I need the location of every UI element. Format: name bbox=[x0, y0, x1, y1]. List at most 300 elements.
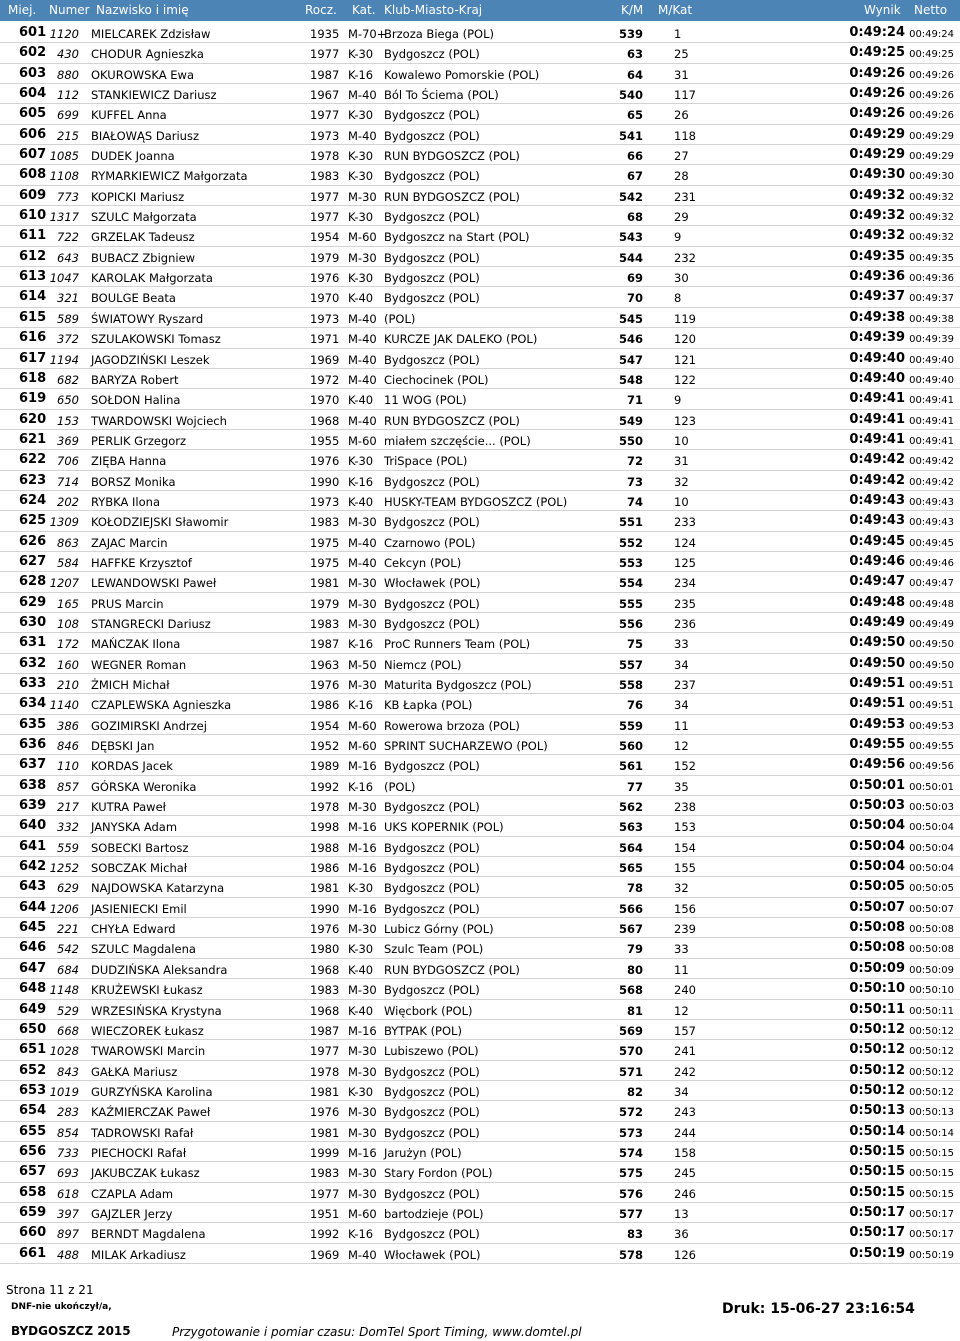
birth-year: 1980 bbox=[310, 942, 340, 957]
result-time: 0:50:03 bbox=[849, 798, 905, 814]
bib-number: 112 bbox=[57, 88, 79, 103]
club: Bydgoszcz (POL) bbox=[384, 474, 480, 489]
gender-rank: 573 bbox=[618, 1125, 643, 1140]
category-rank: 233 bbox=[674, 515, 696, 530]
net-time: 00:50:04 bbox=[909, 863, 954, 875]
place: 627 bbox=[19, 553, 47, 569]
birth-year: 1970 bbox=[310, 291, 340, 306]
net-time: 00:49:29 bbox=[909, 130, 954, 142]
category-rank: 243 bbox=[674, 1105, 696, 1120]
category-rank: 32 bbox=[674, 474, 689, 489]
net-time: 00:49:38 bbox=[909, 313, 954, 325]
category-rank: 232 bbox=[674, 250, 696, 265]
bib-number: 857 bbox=[57, 779, 79, 794]
table-row bbox=[0, 471, 960, 491]
result-time: 0:49:38 bbox=[849, 309, 905, 325]
result-time: 0:50:19 bbox=[849, 1245, 905, 1261]
category-rank: 33 bbox=[674, 942, 689, 957]
gender-rank: 539 bbox=[618, 27, 643, 41]
category: M-30 bbox=[348, 250, 377, 265]
bib-number: 854 bbox=[57, 1125, 79, 1140]
category-rank: 124 bbox=[674, 535, 696, 550]
birth-year: 1963 bbox=[310, 657, 340, 672]
bib-number: 1019 bbox=[49, 1084, 79, 1099]
result-time: 0:49:41 bbox=[849, 411, 905, 427]
table-row bbox=[0, 1244, 960, 1264]
birth-year: 1999 bbox=[310, 1145, 340, 1160]
category-rank: 12 bbox=[674, 1003, 689, 1018]
club: UKS KOPERNIK (POL) bbox=[384, 820, 504, 835]
gender-rank: 553 bbox=[618, 555, 643, 570]
category: M-40 bbox=[348, 372, 377, 387]
category-rank: 32 bbox=[674, 881, 689, 896]
net-time: 00:49:50 bbox=[909, 639, 954, 651]
net-time: 00:49:51 bbox=[909, 700, 954, 712]
table-row bbox=[0, 735, 960, 755]
header-name: Nazwisko i imię bbox=[96, 3, 189, 17]
result-time: 0:49:29 bbox=[849, 147, 905, 163]
gender-rank: 554 bbox=[618, 576, 643, 591]
bib-number: 202 bbox=[57, 494, 79, 509]
category-rank: 154 bbox=[674, 840, 696, 855]
birth-year: 1955 bbox=[310, 433, 340, 448]
gender-rank: 569 bbox=[618, 1023, 643, 1038]
table-row bbox=[0, 491, 960, 511]
runner-name: JASIENIECKI Emil bbox=[91, 901, 187, 916]
table-row bbox=[0, 430, 960, 450]
club: TriSpace (POL) bbox=[384, 454, 468, 469]
club: RUN BYDGOSZCZ (POL) bbox=[384, 189, 520, 204]
category: M-40 bbox=[348, 1247, 377, 1262]
place: 634 bbox=[19, 696, 47, 712]
category-rank: 9 bbox=[674, 230, 682, 245]
result-time: 0:50:15 bbox=[849, 1164, 905, 1180]
club: Bydgoszcz (POL) bbox=[384, 1064, 480, 1079]
category: M-30 bbox=[348, 189, 377, 204]
table-row bbox=[0, 633, 960, 653]
runner-name: KORDAS Jacek bbox=[91, 759, 173, 774]
birth-year: 1998 bbox=[310, 820, 340, 835]
result-time: 0:50:12 bbox=[849, 1062, 905, 1078]
category: M-30 bbox=[348, 1166, 377, 1181]
gender-rank: 575 bbox=[618, 1166, 643, 1181]
gender-rank: 541 bbox=[618, 128, 643, 143]
result-time: 0:50:12 bbox=[849, 1082, 905, 1098]
runner-name: RYBKA Ilona bbox=[91, 494, 160, 509]
category-rank: 8 bbox=[674, 291, 682, 306]
birth-year: 1967 bbox=[310, 88, 340, 103]
gender-rank: 74 bbox=[626, 494, 643, 509]
runner-name: WRZESIŃSKA Krystyna bbox=[91, 1003, 222, 1018]
category-rank: 26 bbox=[674, 108, 689, 123]
category-rank: 27 bbox=[674, 149, 689, 164]
result-time: 0:49:42 bbox=[849, 472, 905, 488]
category: M-30 bbox=[348, 515, 377, 530]
club: Bydgoszcz (POL) bbox=[384, 1125, 480, 1140]
place: 636 bbox=[19, 737, 47, 753]
birth-year: 1979 bbox=[310, 250, 340, 265]
table-row bbox=[0, 308, 960, 328]
gender-rank: 558 bbox=[618, 678, 643, 692]
category: M-40 bbox=[348, 413, 377, 428]
place: 629 bbox=[19, 594, 47, 610]
category: M-30 bbox=[348, 1105, 377, 1120]
result-time: 0:49:29 bbox=[849, 126, 905, 142]
place: 630 bbox=[19, 614, 47, 630]
category: M-30 bbox=[348, 678, 377, 692]
result-time: 0:49:50 bbox=[849, 635, 905, 651]
net-time: 00:49:49 bbox=[909, 618, 954, 630]
runner-name: MILAK Arkadiusz bbox=[91, 1247, 186, 1262]
club: Bydgoszcz (POL) bbox=[384, 210, 480, 225]
result-time: 0:49:37 bbox=[849, 289, 905, 305]
club: Rowerowa brzoza (POL) bbox=[384, 718, 520, 733]
category-rank: 31 bbox=[674, 454, 689, 469]
table-row bbox=[0, 755, 960, 775]
bib-number: 693 bbox=[57, 1166, 79, 1181]
result-time: 0:49:35 bbox=[849, 248, 905, 264]
birth-year: 1976 bbox=[310, 271, 340, 286]
place: 607 bbox=[19, 147, 47, 163]
bib-number: 210 bbox=[57, 678, 79, 692]
club: Bydgoszcz (POL) bbox=[384, 1084, 480, 1099]
table-row bbox=[0, 328, 960, 348]
runner-name: TWARDOWSKI Wojciech bbox=[91, 413, 227, 428]
runner-name: MAŃCZAK Ilona bbox=[91, 637, 181, 652]
runner-name: SZULAKOWSKI Tomasz bbox=[91, 332, 221, 347]
net-time: 00:49:53 bbox=[909, 720, 954, 732]
category-rank: 11 bbox=[674, 962, 689, 977]
table-row bbox=[0, 715, 960, 735]
club: Szulc Team (POL) bbox=[384, 942, 484, 957]
net-time: 00:49:26 bbox=[909, 110, 954, 122]
bib-number: 699 bbox=[57, 108, 79, 123]
runner-name: LEWANDOWSKI Paweł bbox=[91, 576, 217, 591]
gender-rank: 560 bbox=[618, 739, 643, 754]
gender-rank: 70 bbox=[626, 291, 643, 306]
gender-rank: 68 bbox=[626, 210, 643, 225]
category: M-40 bbox=[348, 128, 377, 143]
category-rank: 236 bbox=[674, 616, 696, 631]
gender-rank: 545 bbox=[618, 311, 643, 326]
bib-number: 1085 bbox=[49, 149, 79, 164]
category: K-40 bbox=[348, 962, 374, 977]
result-time: 0:49:30 bbox=[849, 167, 905, 183]
category: M-70+ bbox=[348, 27, 387, 41]
table-row bbox=[0, 918, 960, 938]
category-rank: 25 bbox=[674, 47, 689, 62]
category-rank: 125 bbox=[674, 555, 696, 570]
table-row bbox=[0, 613, 960, 633]
net-time: 00:49:42 bbox=[909, 476, 954, 488]
club: Włocławek (POL) bbox=[384, 1247, 481, 1262]
net-time: 00:49:41 bbox=[909, 435, 954, 447]
category: M-30 bbox=[348, 800, 377, 815]
gender-rank: 563 bbox=[618, 820, 643, 835]
club: Kowalewo Pomorskie (POL) bbox=[384, 67, 540, 82]
club: KB Łapka (POL) bbox=[384, 698, 473, 713]
table-row bbox=[0, 1101, 960, 1121]
bib-number: 542 bbox=[57, 942, 79, 957]
place: 624 bbox=[19, 492, 47, 508]
category: K-30 bbox=[348, 454, 374, 469]
bib-number: 215 bbox=[57, 128, 79, 143]
gender-rank: 556 bbox=[618, 616, 643, 631]
club: Bydgoszcz na Start (POL) bbox=[384, 230, 530, 245]
gender-rank: 568 bbox=[618, 983, 643, 998]
gender-rank: 80 bbox=[626, 962, 643, 977]
gender-rank: 542 bbox=[618, 189, 643, 204]
category-rank: 126 bbox=[674, 1247, 696, 1262]
place: 655 bbox=[19, 1123, 47, 1139]
birth-year: 1973 bbox=[310, 311, 340, 326]
runner-name: BOULGE Beata bbox=[91, 291, 176, 306]
gender-rank: 557 bbox=[618, 657, 643, 672]
place: 658 bbox=[19, 1184, 47, 1200]
place: 626 bbox=[19, 533, 47, 549]
club: Ciechocinek (POL) bbox=[384, 372, 489, 387]
category-rank: 153 bbox=[674, 820, 696, 835]
category-rank: 12 bbox=[674, 739, 689, 754]
result-time: 0:50:04 bbox=[849, 838, 905, 854]
net-time: 00:50:05 bbox=[909, 883, 954, 895]
bib-number: 397 bbox=[57, 1206, 79, 1221]
place: 647 bbox=[19, 960, 47, 976]
birth-year: 1970 bbox=[310, 393, 340, 408]
table-row bbox=[0, 1142, 960, 1162]
category-rank: 11 bbox=[674, 718, 689, 733]
birth-year: 1977 bbox=[310, 189, 340, 204]
category-rank: 31 bbox=[674, 67, 689, 82]
club: RUN BYDGOSZCZ (POL) bbox=[384, 962, 520, 977]
net-time: 00:50:12 bbox=[909, 1046, 954, 1058]
category-rank: 158 bbox=[674, 1145, 696, 1160]
runner-name: SZULC Małgorzata bbox=[91, 210, 197, 225]
category: M-40 bbox=[348, 555, 377, 570]
table-row bbox=[0, 125, 960, 145]
table-row bbox=[0, 410, 960, 430]
gender-rank: 555 bbox=[618, 596, 643, 611]
runner-name: SOŁDON Halina bbox=[91, 393, 181, 408]
place: 643 bbox=[19, 879, 47, 895]
net-time: 00:49:37 bbox=[909, 293, 954, 305]
category: M-60 bbox=[348, 718, 377, 733]
category-rank: 244 bbox=[674, 1125, 696, 1140]
club: Bydgoszcz (POL) bbox=[384, 983, 480, 998]
net-time: 00:50:12 bbox=[909, 1066, 954, 1078]
club: Bydgoszcz (POL) bbox=[384, 108, 480, 123]
club: KURCZE JAK DALEKO (POL) bbox=[384, 332, 538, 347]
result-time: 0:49:49 bbox=[849, 614, 905, 630]
birth-year: 1951 bbox=[310, 1206, 340, 1221]
runner-name: KUTRA Paweł bbox=[91, 800, 166, 815]
category-rank: 231 bbox=[674, 189, 696, 204]
gender-rank: 562 bbox=[618, 800, 643, 815]
birth-year: 1992 bbox=[310, 779, 340, 794]
net-time: 00:50:19 bbox=[909, 1249, 954, 1261]
bib-number: 1028 bbox=[49, 1044, 79, 1059]
table-row bbox=[0, 1081, 960, 1101]
result-time: 0:49:43 bbox=[849, 513, 905, 529]
birth-year: 1977 bbox=[310, 1186, 340, 1201]
category-rank: 155 bbox=[674, 861, 696, 876]
result-time: 0:49:40 bbox=[849, 350, 905, 366]
bib-number: 386 bbox=[57, 718, 79, 733]
result-time: 0:50:04 bbox=[849, 859, 905, 875]
birth-year: 1987 bbox=[310, 637, 340, 652]
runner-name: CHODUR Agnieszka bbox=[91, 47, 204, 62]
gender-rank: 574 bbox=[618, 1145, 643, 1160]
category-rank: 34 bbox=[674, 657, 689, 672]
club: Niemcz (POL) bbox=[384, 657, 462, 672]
runner-name: WEGNER Roman bbox=[91, 657, 187, 672]
result-time: 0:49:41 bbox=[849, 391, 905, 407]
birth-year: 1977 bbox=[310, 47, 340, 62]
header-club: Klub-Miasto-Kraj bbox=[384, 3, 483, 17]
header-category-rank: M/Kat bbox=[658, 3, 693, 17]
result-time: 0:49:40 bbox=[849, 370, 905, 386]
place: 621 bbox=[19, 431, 47, 447]
birth-year: 1981 bbox=[310, 1125, 340, 1140]
net-time: 00:50:08 bbox=[909, 944, 954, 956]
birth-year: 1935 bbox=[310, 27, 340, 41]
category-rank: 157 bbox=[674, 1023, 696, 1038]
runner-name: PRUS Marcin bbox=[91, 596, 164, 611]
club: Bydgoszcz (POL) bbox=[384, 1227, 480, 1242]
gender-rank: 561 bbox=[618, 759, 643, 774]
category-rank: 33 bbox=[674, 637, 689, 652]
runner-name: BORSZ Monika bbox=[91, 474, 176, 489]
place: 601 bbox=[19, 25, 47, 40]
result-time: 0:50:14 bbox=[849, 1123, 905, 1139]
net-time: 00:49:42 bbox=[909, 456, 954, 468]
net-time: 00:49:24 bbox=[909, 29, 954, 40]
bib-number: 153 bbox=[57, 413, 79, 428]
bib-number: 488 bbox=[57, 1247, 79, 1262]
bib-number: 1194 bbox=[49, 352, 79, 367]
category: K-16 bbox=[348, 779, 374, 794]
club: RUN BYDGOSZCZ (POL) bbox=[384, 149, 520, 164]
club: Stary Fordon (POL) bbox=[384, 1166, 493, 1181]
club: Bydgoszcz (POL) bbox=[384, 271, 480, 286]
place: 640 bbox=[19, 818, 47, 834]
bib-number: 843 bbox=[57, 1064, 79, 1079]
bib-number: 160 bbox=[57, 657, 79, 672]
table-row bbox=[0, 1223, 960, 1243]
runner-name: WIECZOREK Łukasz bbox=[91, 1023, 204, 1038]
club: Jarużyn (POL) bbox=[384, 1145, 462, 1160]
net-time: 00:49:32 bbox=[909, 232, 954, 244]
place: 641 bbox=[19, 838, 47, 854]
place: 657 bbox=[19, 1164, 47, 1180]
category-rank: 118 bbox=[674, 128, 696, 143]
club: Bydgoszcz (POL) bbox=[384, 169, 480, 184]
place: 603 bbox=[19, 65, 47, 81]
result-time: 0:50:17 bbox=[849, 1225, 905, 1241]
table-row bbox=[0, 247, 960, 267]
runner-name: KUFFEL Anna bbox=[91, 108, 167, 123]
table-row bbox=[0, 654, 960, 674]
result-time: 0:50:15 bbox=[849, 1143, 905, 1159]
birth-year: 1986 bbox=[310, 698, 340, 713]
net-time: 00:49:36 bbox=[909, 273, 954, 285]
place: 606 bbox=[19, 126, 47, 142]
table-row bbox=[0, 572, 960, 592]
runner-name: ZIĘBA Hanna bbox=[91, 454, 167, 469]
result-time: 0:49:48 bbox=[849, 594, 905, 610]
net-time: 00:49:32 bbox=[909, 191, 954, 203]
gender-rank: 77 bbox=[626, 779, 643, 794]
birth-year: 1968 bbox=[310, 1003, 340, 1018]
category: M-30 bbox=[348, 1186, 377, 1201]
net-time: 00:50:08 bbox=[909, 924, 954, 936]
header-result: Wynik bbox=[864, 3, 901, 17]
bib-number: 1206 bbox=[49, 901, 79, 916]
bib-number: 650 bbox=[57, 393, 79, 408]
bib-number: 863 bbox=[57, 535, 79, 550]
bib-number: 1120 bbox=[49, 27, 79, 41]
result-time: 0:50:05 bbox=[849, 879, 905, 895]
net-time: 00:49:56 bbox=[909, 761, 954, 773]
table-row bbox=[0, 145, 960, 165]
category-rank: 238 bbox=[674, 800, 696, 815]
category: K-30 bbox=[348, 271, 374, 286]
birth-year: 1977 bbox=[310, 108, 340, 123]
runner-name: ŚWIATOWY Ryszard bbox=[91, 311, 204, 326]
runner-name: KAROLAK Małgorzata bbox=[91, 271, 213, 286]
category-rank: 242 bbox=[674, 1064, 696, 1079]
club: 11 WOG (POL) bbox=[384, 393, 467, 408]
club: Bydgoszcz (POL) bbox=[384, 800, 480, 815]
bib-number: 880 bbox=[57, 67, 79, 82]
category-rank: 9 bbox=[674, 393, 682, 408]
net-time: 00:50:13 bbox=[909, 1107, 954, 1119]
result-time: 0:49:47 bbox=[849, 574, 905, 590]
net-time: 00:49:39 bbox=[909, 334, 954, 346]
net-time: 00:49:55 bbox=[909, 741, 954, 753]
gender-rank: 564 bbox=[618, 840, 643, 855]
club: Ból To Ściema (POL) bbox=[384, 88, 499, 103]
table-row bbox=[0, 287, 960, 307]
category: K-30 bbox=[348, 169, 374, 184]
club: Bydgoszcz (POL) bbox=[384, 901, 480, 916]
club: (POL) bbox=[384, 779, 416, 794]
birth-year: 1977 bbox=[310, 210, 340, 225]
birth-year: 1976 bbox=[310, 922, 340, 937]
bib-number: 559 bbox=[57, 840, 79, 855]
place: 639 bbox=[19, 798, 47, 814]
place: 631 bbox=[19, 635, 47, 651]
category: K-40 bbox=[348, 291, 374, 306]
gender-rank: 83 bbox=[626, 1227, 643, 1242]
result-time: 0:50:12 bbox=[849, 1042, 905, 1058]
club: Maturita Bydgoszcz (POL) bbox=[384, 678, 532, 692]
net-time: 00:50:01 bbox=[909, 781, 954, 793]
category: K-30 bbox=[348, 108, 374, 123]
place: 609 bbox=[19, 187, 47, 203]
runner-name: KRUŻEWSKI Łukasz bbox=[91, 983, 203, 998]
net-time: 00:49:35 bbox=[909, 252, 954, 264]
club: miałem szczęście... (POL) bbox=[384, 433, 531, 448]
club: Bydgoszcz (POL) bbox=[384, 616, 480, 631]
table-row bbox=[0, 1061, 960, 1081]
bib-number: 684 bbox=[57, 962, 79, 977]
result-time: 0:50:07 bbox=[849, 899, 905, 915]
place: 653 bbox=[19, 1082, 47, 1098]
birth-year: 1990 bbox=[310, 474, 340, 489]
category: K-16 bbox=[348, 474, 374, 489]
gender-rank: 78 bbox=[626, 881, 643, 896]
